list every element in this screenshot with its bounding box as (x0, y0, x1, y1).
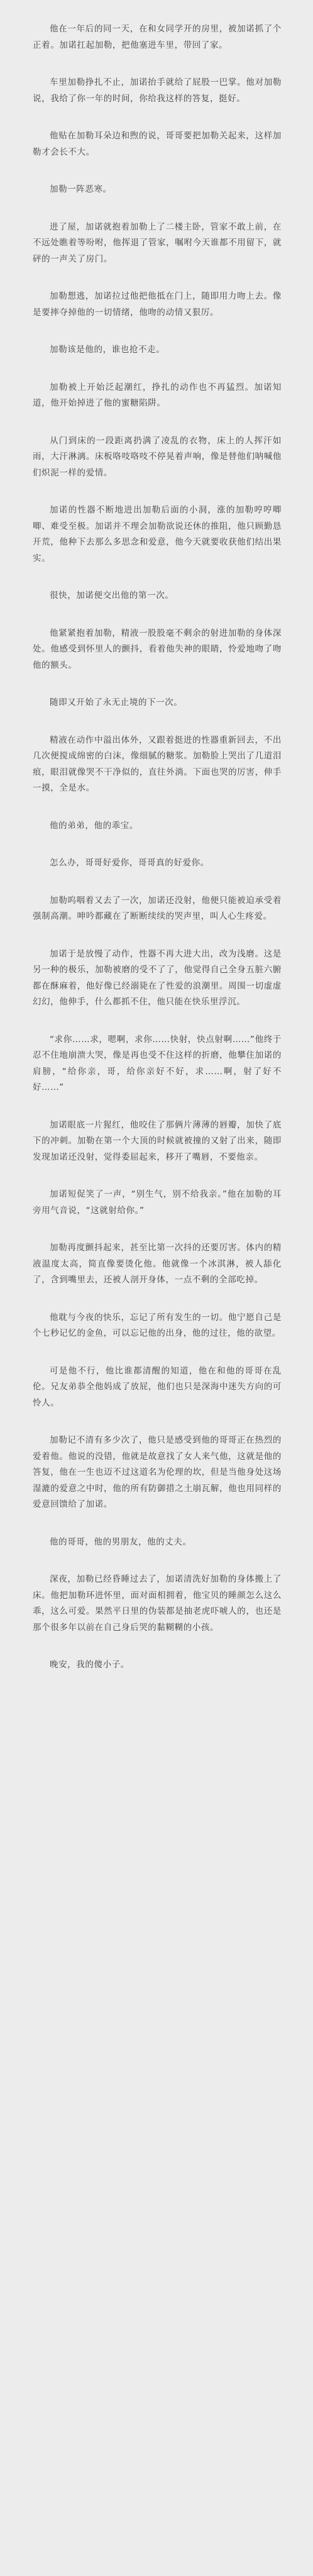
article-paragraph: 加诺短促笑了一声，“别生气，别不给我亲。”他在加勒的耳旁用气音说，“这就射给你。” (33, 1189, 282, 1216)
article-paragraph: 深夜，加勒已经昏睡过去了，加诺清洗好加勒的身体搬上了床。他把加勒环进怀里，面对面相拥着，他宝贝的睡颜怎么这么乖，这么可爱。果然平日里的伪装都是抽老虎吓唬人的，也还是那个很多年以前在自己身后哭的黏糊糊的小孩。 (33, 1574, 282, 1633)
article-paragraph: 很快，加诺便交出他的第一次。 (50, 591, 174, 601)
article-paragraph: 加诺的性器不断地进出加勒后面的小洞，涨的加勒哼哼唧唧、难受至极。加诺并不理会加勒欲说还休的推阻，他只顾勤恳开荒，他种下去那么多思念和爱意，他今天就要收获他们结出果实。 (33, 505, 282, 564)
article-paragraph: 加勒想逃，加诺拉过他把他抵在门上，随即用力吻上去。像是要摔夺掉他的一切情绪，他吻的动情又狠厉。 (33, 291, 282, 318)
article-paragraph: 进了屋，加诺就抱着加勒上了二楼主卧，管家不敢上前，在不远处瞧着等吩咐，他挥退了管家，嘱咐今天谁都不用留下，就砰的一声关了房门。 (33, 221, 282, 264)
article-paragraph: 加勒记不清有多少次了，他只是感受到他的哥哥正在热烈的爱着他。他说的没错，他就是故意找了女人来气他，这就是他的答复，他在一生也迈不过这道名为伦理的坎，但是当他身处这场湿漉的爱意之中时，他的所有防御措之土崩瓦解，他也用同样的爱意回馈给了加诺。 (33, 1435, 282, 1509)
article-paragraph: 可是他不行，他比谁都清醒的知道，他在和他的哥哥在乱伦。兄友弟恭全他妈成了放屁，他们也只是深海中迷失方向的可怜人。 (33, 1365, 282, 1408)
article-paragraph: 加勒呜咽着又去了一次，加诺还没射，他便只能被迫承受着强制高潮。呻吟都藏在了断断续续的哭声里，叫人心生疼爱。 (33, 895, 282, 921)
article-paragraph: “求你……求，嗯啊，求你……快射，快点射啊……”他终于忍不住地崩溃大哭，像是再也受不住这样的折磨，他攀住加诺的肩膀，“给你亲，哥，给你亲好不好，求……啊，射了好不好……” (33, 1034, 282, 1092)
article-paragraph: 他的哥哥，他的男朋友，他的丈夫。 (50, 1536, 192, 1547)
article-paragraph: 他耽与今夜的快乐，忘记了所有发生的一切。他宁愿自己是个七秒记忆的金鱼，可以忘记他的出身，他的过往，他的欲望。 (33, 1312, 282, 1338)
article-paragraph: 怎么办，哥哥好爱你，哥哥真的好爱你。 (50, 858, 209, 868)
article-paragraph: 加勒被上开始泛起潮红，挣扎的动作也不再猛烈。加诺知道，他开始掉进了他的蜜糖陷阱。 (33, 382, 282, 408)
article-paragraph: 加诺眼底一片猩红，他咬住了那俩片薄薄的唇瓣，加快了底下的冲刺。加勒在第一个大顶的时候就被撞的又射了出来，随即发现加诺还没射，觉得委屈起来，移开了嘴唇，不要他亲。 (33, 1119, 282, 1162)
article-paragraph: 精液在动作中溢出体外，又跟着挺进的性器重新回去，不出几次便搅成绵密的白沫，像细腻的糖浆。加勒脸上哭出了几道泪痕，眼泪就像哭不干净似的，直往外淌。下面也哭的厉害，伸手一摸，全是水。 (33, 735, 282, 793)
article-paragraph: 随即又开始了永无止境的下一次。 (50, 697, 183, 708)
article-paragraph: 他的弟弟，他的乖宝。 (50, 820, 138, 831)
article-paragraph: 他在一年后的同一天，在和女同学开的房里，被加诺抓了个正着。加诺扛起加勒，把他塞进车里，带回了家。 (33, 24, 282, 50)
article-paragraph: 他紧紧抱着加勒，精液一股股毫不剩余的射进加勒的身体深处。他感受到怀里人的颤抖，看着他失神的眼睛，怜爱地吻了吻他的额头。 (33, 628, 282, 670)
article-paragraph: 加勒该是他的，谁也抢不走。 (50, 345, 165, 355)
article-paragraph: 从门到床的一段距离扔满了凌乱的衣物，床上的人挥汗如雨，大汗淋漓。床板咯吱咯吱不停晃着声响，像是替他们呐喊他们炽泥一样的爱情。 (33, 435, 282, 478)
article-paragraph: 他贴在加勒耳朵边和煦的说，哥哥要把加勒关起来，这样加勒才会长不大。 (33, 131, 282, 157)
article-paragraph: 加勒再度颤抖起来，甚至比第一次抖的还要厉害。体内的精液温度太高，简直像要烫化他。他就像一个冰淇淋，被人舔化了，含到嘴里去，还被人剖开身体，一点不剩的全部吃掉。 (33, 1243, 282, 1285)
article-paragraph: 车里加勒挣扎不止，加诺抬手就给了屁股一巴掌。他对加勒说，我给了你一年的时间，你给我这样的答复，挺好。 (33, 77, 282, 104)
article-paragraph: 加勒一阵恶寒。 (50, 184, 112, 194)
article-paragraph: 加诺于是放慢了动作，性器不再大进大出，改为浅磨。这是另一种的极乐，加勒被磨的受不了了，他觉得自己全身五脏六腑都在酥麻着，他好像已经溺毙在了性爱的浪潮里。周围一切虚虚幻幻，他伸手，什么都抓不住，他只能在快乐里浮沉。 (33, 948, 282, 1007)
article-paragraph: 晚安，我的傻小子。 (50, 1660, 129, 1670)
